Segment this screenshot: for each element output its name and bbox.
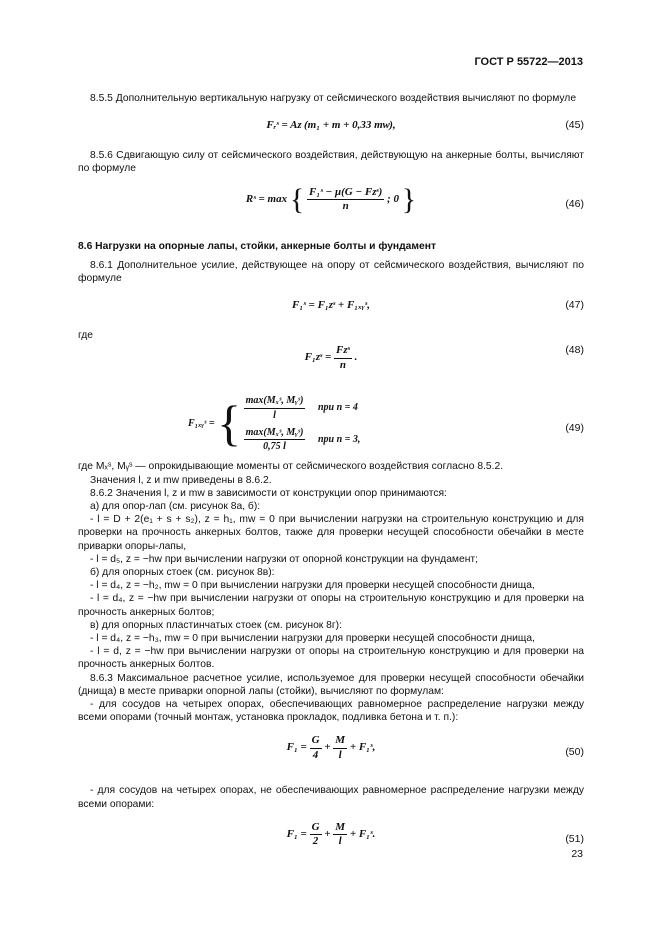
equation-50-lhs: F₁ = <box>286 741 307 754</box>
list-a-heading: а) для опор-лап (см. рисунок 8а, б): <box>90 501 261 513</box>
equation-49-row2-denominator: 0,75 l <box>263 441 286 453</box>
paragraph-8-5-5: 8.5.5 Дополнительную вертикальную нагрузку от сейсмического воздействия вычисляют по формуле <box>90 93 577 104</box>
equation-48-suffix: . <box>354 351 358 364</box>
list-b-heading: б) для опорных стоек (см. рисунок 8в): <box>90 567 275 579</box>
equation-47-formula: F₁ˢ = F₁ᴢˢ + F₁ₓᵧˢ, <box>292 299 370 312</box>
document-body <box>78 92 584 871</box>
standard-header: ГОСТ Р 55722—2013 <box>474 56 583 68</box>
where-label: где <box>78 330 94 342</box>
paragraph-8-5-6: 8.5.6 Сдвигающую силу от сейсмического воздействия, действующую на анкерные болты, вычисляют по формуле <box>78 150 584 175</box>
list-a-item-1: - l = D + 2(e₁ + s + s₂), z = h₁, mᴡ = 0 при вычислении нагрузки на строительную конструкцию и для проверки на прочность анкерных болтов, также для проверки несущей способности обечайки в месте приварки опоры-лапы, <box>78 514 584 552</box>
equation-51-suffix: + F₁ˢ. <box>349 828 376 841</box>
equation-48-numerator: Fᴢˢ <box>334 344 352 358</box>
paragraph-8-6-3: 8.6.3 Максимальное расчетное усилие, используемое для проверки несущей способности обечайки (днища) в месте приварки опорной лапы (стойки), вычисляют по формулам: <box>78 672 584 697</box>
list-c-item-2: - l = d, z = −hᴡ при вычислении нагрузки от опоры на строительную конструкцию и для проверки на прочность анкерных болтов. <box>78 646 584 671</box>
equation-51: F₁ = $\frac{G}{2}$ + $\frac{M}{l}$ + F₁ˢ. (51) <box>286 820 584 848</box>
equation-50-frac1-numerator: G <box>310 734 322 748</box>
text-line-moments: где Mₓˢ, Mᵧˢ — опрокидывающие моменты от сейсмического воздействия согласно 8.5.2. <box>78 461 504 473</box>
paragraph-8-6-3-case-a: - для сосудов на четырех опорах, обеспечивающих равномерное распределение нагрузки между всеми опорами (точный монтаж, установка прокладок, подливка бетона и т. п.): <box>78 699 584 724</box>
equation-50-frac1-denominator: 4 <box>312 748 319 761</box>
equation-48-number: (48) <box>565 344 584 357</box>
equation-46-suffix: ; 0 <box>387 192 399 205</box>
paragraph-8-6-1: 8.6.1 Дополнительное усилие, действующее на опору от сейсмического воздействия, вычисляют по формуле <box>78 259 584 285</box>
paragraph-8-6-2: 8.6.2 Значения l, z и mᴡ в зависимости от конструкции опор принимаются: <box>90 487 447 499</box>
list-a-item-2: - l = d₅, z = −hᴡ при вычислении нагрузки от опорной конструкции на фундамент; <box>90 553 478 565</box>
equation-47-number: (47) <box>565 299 584 312</box>
equation-49-row2-numerator: max(Mₓˢ, Mᵧˢ) <box>244 426 306 440</box>
equation-47 <box>78 293 584 321</box>
equation-50-number: (50) <box>565 746 584 759</box>
equation-51-number: (51) <box>565 832 584 845</box>
list-b-item-2: - l = d₄, z = −hᴡ при вычислении нагрузки от опоры на строительную конструкцию и для проверки на прочность анкерных болтов; <box>78 593 584 618</box>
text-line-values: Значения l, z и mᴡ приведены в 8.6.2. <box>90 474 272 486</box>
equation-45 <box>78 113 584 141</box>
equation-51-frac1-numerator: G <box>310 821 322 835</box>
equation-45-number: (45) <box>565 119 584 132</box>
equation-46-numerator: F₁ˢ − μ(G − Fᴢˢ) <box>307 186 384 200</box>
list-c-heading: в) для опорных пластинчатых стоек (см. рисунок 8г): <box>90 619 342 631</box>
equation-49-row1-numerator: max(Mₓˢ, Mᵧˢ) <box>244 394 306 408</box>
equation-49: F₁ₓᵧˢ = { $\frac{\text{max(Mₓˢ, Mᵧˢ)}}{l}$ при n = 4 $\frac{\text{max(Mₓˢ, Mᵧˢ)}}{0,75 l}$ при n = 3, (49) <box>188 395 584 453</box>
equation-51-lhs: F₁ = <box>286 828 307 841</box>
equation-51-frac2-denominator: l <box>338 835 342 848</box>
equation-46: Rˢ = max { $\frac{\text{F₁ˢ − μ(G − Fᴢˢ)}}{n}$ ; 0 } (46) <box>245 182 584 216</box>
equation-49-row1-condition: при n = 4 <box>317 402 358 414</box>
equation-50-frac2-numerator: M <box>333 734 347 748</box>
equation-50-suffix: + F₁ˢ, <box>349 741 376 754</box>
section-8-6-heading: 8.6 Нагрузки на опорные лапы, стойки, анкерные болты и фундамент <box>78 240 437 252</box>
equation-48-lhs: F₁ᴢˢ = <box>304 351 332 364</box>
equation-48 <box>78 342 584 386</box>
equation-46-denominator: n <box>342 199 349 212</box>
list-c-item-1: - l = d₄, z = −h₃, mᴡ = 0 при вычислении нагрузки для проверки несущей способности днища, <box>90 633 535 645</box>
equation-45-formula: Fᵣˢ = Aᴢ (m₁ + m + 0,33 mᴡ), <box>266 119 396 132</box>
equation-49-lhs: F₁ₓᵧˢ = <box>188 418 215 430</box>
equation-50-frac2-denominator: l <box>338 748 342 761</box>
equation-46-prefix: Rˢ = max <box>245 192 288 205</box>
equation-49-row1-denominator: l <box>273 409 276 421</box>
equation-49-number: (49) <box>565 422 584 435</box>
list-b-item-1: - l = d₄, z = −h₂, mᴡ = 0 при вычислении нагрузки для проверки несущей способности днища, <box>90 580 535 592</box>
equation-51-frac2-numerator: M <box>333 821 347 835</box>
paragraph-8-6-3-case-b: - для сосудов на четырех опорах, не обеспечивающих равномерное распределение нагрузки между всеми опорами: <box>78 785 584 810</box>
page-number: 23 <box>571 848 583 860</box>
equation-50: F₁ = $\frac{G}{4}$ + $\frac{M}{l}$ + F₁ˢ, (50) <box>286 734 584 761</box>
equation-48-denominator: n <box>339 358 346 371</box>
equation-46-number: (46) <box>565 197 584 210</box>
equation-49-row2-condition: при n = 3, <box>317 433 361 445</box>
equation-51-frac1-denominator: 2 <box>312 835 319 848</box>
